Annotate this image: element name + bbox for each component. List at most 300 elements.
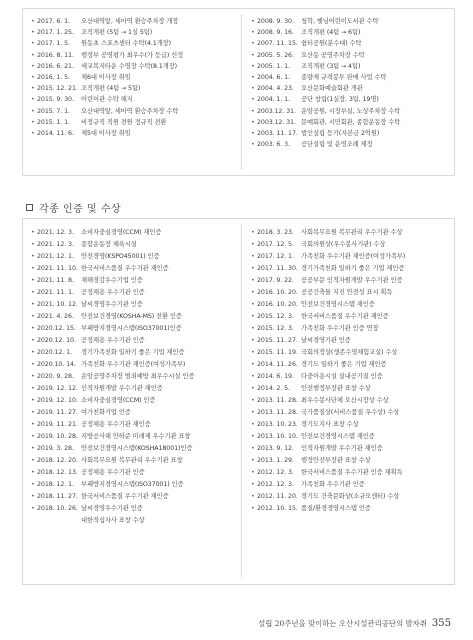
item-date: 2012. 11. 20. [257, 493, 298, 501]
bullet-icon: • [251, 277, 255, 285]
list-item [251, 335, 451, 347]
bullet-icon: • [251, 265, 255, 273]
bullet-icon: • [251, 96, 255, 104]
bullet-icon: • [31, 73, 35, 81]
list-item [251, 251, 451, 263]
list-item [251, 371, 451, 383]
list-item [31, 16, 237, 27]
list-item [251, 383, 451, 395]
item-text: 국회의원상(우수봉사기관) 수상 [301, 241, 386, 249]
bullet-icon: • [31, 289, 35, 297]
item-text: 부패방지경영시스템(ISO37001) 인증 [81, 481, 184, 489]
item-date: 2019. 12. 10. [37, 397, 78, 405]
bullet-icon: • [31, 229, 35, 236]
bullet-icon: • [31, 313, 35, 321]
item-text: 재해경감우수기업 인증 [81, 277, 143, 285]
bullet-icon: • [251, 107, 255, 115]
list-item [31, 503, 237, 515]
item-date: 2016. 10. 20. [257, 301, 298, 309]
list-item [31, 287, 237, 299]
item-date: 2018. 12. 1. [37, 481, 74, 489]
history-left-column [31, 16, 237, 139]
item-date: 2014. 2. 5. [257, 385, 290, 393]
bullet-icon: • [251, 141, 255, 149]
list-item [31, 27, 237, 38]
item-text: 종합운동장 체육시설 [81, 241, 137, 249]
bullet-icon: • [31, 397, 35, 405]
item-text: 조직개편 (4팀 → 6팀) [301, 29, 361, 37]
item-text: 대한적십자사 표창 수상 [81, 517, 145, 525]
list-item [251, 94, 451, 105]
bullet-icon: • [31, 129, 35, 137]
list-item [251, 263, 451, 275]
item-text: 어린이관 수탁 해지 [81, 96, 133, 104]
item-date: 2021. 10. 12. [37, 301, 78, 309]
list-item [31, 347, 237, 359]
item-text: 안전경영(KSPO45001) 인증 [81, 253, 160, 261]
list-item [251, 347, 451, 359]
item-date: 2014. 6. 19. [257, 373, 294, 381]
item-date: 2017. 1. 5. [37, 40, 70, 48]
section-heading [26, 200, 121, 215]
list-item [31, 128, 237, 139]
item-text: 가족친화 우수기관 재인증(여성가족부) [81, 361, 186, 369]
list-item [31, 515, 237, 527]
item-text: 날씨경영기관 인증 [301, 337, 351, 345]
item-date: 2020.10. 14. [37, 361, 76, 369]
item-text: 공정채용 우수기관 인증 [81, 289, 145, 297]
item-text: 가족친화 우수기관 인증 [301, 481, 365, 489]
bullet-icon: • [31, 421, 35, 429]
list-item [251, 311, 451, 323]
item-date: 2021. 11. 10. [37, 265, 78, 273]
bullet-icon: • [251, 505, 255, 513]
item-date: 2014. 11. 26. [257, 361, 298, 369]
item-date: 2013. 10. 23. [257, 421, 298, 429]
item-text: 한국서비스품질 우수기관 재인증 [81, 493, 169, 501]
item-text: 행정부 공영평가 최우수(가 등급) 선정 [81, 51, 184, 59]
item-text: 최우수봉사단체 오산시장상 수상 [301, 397, 389, 405]
item-text: 경기도 일하기 좋은 기업 재인증 [301, 361, 387, 369]
bullet-icon: • [31, 325, 35, 333]
item-text: 오산대역앞, 세마역 환승주차장 개장 [81, 18, 179, 25]
list-item [251, 50, 451, 61]
list-item [251, 16, 451, 27]
list-item [251, 503, 451, 515]
list-item [251, 419, 451, 431]
bullet-icon: • [31, 361, 35, 369]
item-text: 공단 창립(1실장, 3팀, 19명) [301, 96, 379, 104]
item-date: 2013. 10. 10. [257, 433, 298, 441]
list-item [251, 299, 451, 311]
awards-box [22, 218, 455, 585]
bullet-icon: • [251, 253, 255, 261]
item-date: 2017. 1. 25. [37, 29, 74, 37]
item-date: 2015. 11. 27. [257, 337, 298, 345]
square-bullet-icon [26, 204, 33, 211]
awards-left-column [31, 227, 237, 527]
bullet-icon: • [31, 253, 35, 261]
list-item [251, 359, 451, 371]
item-date: 2018. 12. 20. [37, 457, 78, 465]
item-date: 2015. 11. 19. [257, 349, 298, 357]
item-date: 2020. 9. 28. [37, 373, 74, 381]
item-text: 가족친화 우수기관 재인증(여성가족부) [301, 253, 406, 261]
item-text: 경기도지사 표창 수상 [301, 421, 359, 429]
item-date: 2021. 11. 8. [37, 277, 74, 285]
item-text: 소비자중심경영(CCM) 인증 [81, 397, 156, 405]
item-text: 날씨경영우수기관 인증 [81, 505, 143, 513]
bullet-icon: • [251, 325, 255, 333]
bullet-icon: • [251, 51, 255, 59]
item-text: 가족친화 우수기관 인증 연장 [301, 325, 379, 333]
list-item [251, 479, 451, 491]
bullet-icon: • [31, 241, 35, 249]
item-text: 제5대 이사장 취임 [81, 129, 131, 137]
bullet-icon: • [251, 29, 255, 37]
item-text: 세교복지타운 수영장 수탁(8.1개장) [81, 62, 178, 70]
list-item [31, 371, 237, 383]
item-date: 2012. 12. 3. [257, 469, 294, 477]
item-text: 공정채용 우수기관 인증 [81, 337, 145, 345]
bullet-icon: • [31, 373, 35, 381]
bullet-icon: • [31, 29, 35, 37]
item-date: 2012. 12. 3. [257, 481, 294, 489]
item-date: 2021. 12. 1. [37, 253, 74, 261]
bullet-icon: • [251, 73, 255, 81]
item-date: 2008. 9. 30. [257, 18, 294, 25]
item-date: 2015. 1. 1. [37, 118, 70, 126]
list-item [251, 455, 451, 467]
item-date: 2003.12. 31. [257, 107, 296, 115]
item-date: 2007. 11. 15. [257, 40, 298, 48]
bullet-icon: • [31, 51, 35, 59]
list-item [251, 431, 451, 443]
item-date: 2013. 11. 28. [257, 409, 298, 417]
item-text: 오산문화예술회관 개관 [301, 85, 363, 93]
list-item [31, 419, 237, 431]
bullet-icon: • [31, 96, 35, 104]
bullet-icon: • [31, 107, 35, 115]
item-text: 경기가족친화 일하기 좋은 기업 재인증 [81, 349, 185, 357]
list-item [251, 323, 451, 335]
bullet-icon: • [251, 481, 255, 489]
item-date: 2005. 5. 26. [257, 51, 294, 59]
bullet-icon: • [251, 469, 255, 477]
item-text: 조직개편 (5팀 → 1실 5팀) [81, 29, 153, 37]
item-date: 2013. 1. 29. [257, 457, 294, 465]
item-date [37, 515, 81, 527]
item-text: 조직개편 (3팀 → 4팀) [301, 62, 361, 70]
item-date: 2021. 4. 26. [37, 313, 74, 321]
item-text: 제6대 이사장 취임 [81, 73, 131, 81]
item-date: 2019. 12. 12. [37, 385, 78, 393]
bullet-icon: • [251, 289, 255, 297]
list-item [251, 117, 451, 128]
list-item [31, 431, 237, 443]
column-divider [241, 15, 242, 169]
list-item [31, 479, 237, 491]
history-box [22, 8, 455, 176]
list-item [251, 61, 451, 72]
item-text: 비정규직 직원 전원 정규직 전환 [81, 118, 167, 126]
bullet-icon: • [31, 62, 35, 70]
item-date: 2016. 10. 20. [257, 289, 298, 297]
bullet-icon: • [31, 18, 35, 25]
item-date: 2017. 12. 1. [257, 253, 294, 261]
list-item [251, 227, 451, 239]
history-right-column [251, 16, 451, 150]
list-item [31, 407, 237, 419]
bullet-icon: • [251, 493, 255, 501]
item-date: 2019. 11. 27. [37, 409, 78, 417]
item-text: 원동초 스포츠센터 수탁(4.1개장) [81, 40, 172, 48]
list-item [251, 128, 451, 139]
bullet-icon: • [251, 409, 255, 417]
bullet-icon: • [251, 241, 255, 249]
item-date: 2017. 11. 30. [257, 265, 298, 273]
list-item [251, 287, 451, 299]
item-date: 2017. 12. 5. [257, 241, 294, 249]
item-date: 2019. 11. 21. [37, 421, 78, 429]
bullet-icon: • [251, 62, 255, 70]
list-item [31, 263, 237, 275]
list-item [31, 38, 237, 49]
item-date: 2018. 12. 13. [37, 469, 78, 477]
bullet-icon: • [31, 469, 35, 477]
list-item [251, 38, 451, 49]
list-item [251, 106, 451, 117]
item-date: 2015. 12. 21. [37, 85, 78, 93]
bullet-icon: • [31, 445, 35, 453]
list-item [31, 455, 237, 467]
item-text: 공공부문 인적자원개발 우수기관 인증 [301, 277, 403, 285]
item-date: 2018. 11. 27. [37, 493, 78, 501]
bullet-icon: • [251, 349, 255, 357]
bullet-icon: • [31, 385, 35, 393]
item-text: 안전보건경영시스템 재인증 [301, 301, 375, 309]
list-item [31, 275, 237, 287]
item-date: 2020.12. 15. [37, 325, 76, 333]
item-text: 사회복무요원 복무관리 우수기관 수상 [301, 229, 403, 236]
list-item [31, 299, 237, 311]
item-date: 2004. 4. 23. [257, 85, 294, 93]
item-text: 안전보건경영시스템(KOSHA18001)인증 [81, 445, 193, 453]
bullet-icon: • [251, 40, 255, 48]
item-text: 경기가족친화 일하기 좋은 기업 재인증 [301, 265, 405, 273]
item-date: 2008. 9. 16. [257, 29, 294, 37]
item-date: 2020.12. 10. [37, 337, 76, 345]
list-item [31, 83, 237, 94]
item-date: 2018. 3. 23. [257, 229, 294, 236]
list-item [31, 94, 237, 105]
bullet-icon: • [251, 313, 255, 321]
item-date: 2015. 12. 3. [257, 313, 294, 321]
list-item [31, 359, 237, 371]
list-item [31, 443, 237, 455]
bullet-icon: • [251, 445, 255, 453]
item-text: 다중이용시설 실내공기질 인증 [301, 373, 383, 381]
bullet-icon: • [31, 457, 35, 465]
bullet-icon: • [31, 85, 35, 93]
bullet-icon: • [31, 505, 35, 513]
bullet-icon: • [31, 277, 35, 285]
item-date: 2021. 12. 3. [37, 229, 74, 236]
item-date: 2021. 11. 1. [37, 289, 74, 297]
item-date: 2018. 10. 26. [37, 505, 78, 513]
footer-text: 설립 20주년을 맞이하는 오산시설관리공단의 발자취 [258, 619, 427, 628]
item-date: 2016. 1. 5. [37, 73, 70, 81]
item-date: 2005. 1. 1. [257, 62, 290, 70]
bullet-icon: • [251, 118, 255, 126]
item-date: 2012. 10. 15. [257, 505, 298, 513]
item-text: 종량제 규격봉투 판매 사업 수탁 [301, 73, 387, 81]
item-text: 공정채용 우수기관 재인증 [81, 421, 151, 429]
item-text: 부패방지경영시스템(ISO37001)인증 [81, 325, 182, 333]
list-item [31, 61, 237, 72]
bullet-icon: • [31, 265, 35, 273]
bullet-icon: • [251, 433, 255, 441]
item-date: 2019. 3. 28. [37, 445, 74, 453]
item-text: 한국서비스품질 우수기관 재인증 [301, 313, 389, 321]
item-text: 공정채용 우수기관 인증 [81, 469, 145, 477]
item-date: 2019. 10. 28. [37, 433, 78, 441]
list-item [31, 239, 237, 251]
list-item [31, 50, 237, 61]
list-item [251, 239, 451, 251]
bullet-icon: • [251, 385, 255, 393]
item-date: 2004. 1. 1. [257, 96, 290, 104]
item-date: 2016. 6. 21. [37, 62, 74, 70]
item-date: 2021. 12. 3. [37, 241, 74, 249]
list-item [251, 72, 451, 83]
item-text: 여가친화기업 인증 [81, 409, 131, 417]
item-text: 한국서비스품질 우수기관 재인증 [81, 265, 169, 273]
list-item [31, 335, 237, 347]
list-item [251, 275, 451, 287]
item-text: 지방공사채 안하준 미래재 우수기관 표창 [81, 433, 191, 441]
item-text: 운암공영주차장 범죄예방 최우수시설 인증 [81, 373, 195, 381]
bullet-icon: • [251, 85, 255, 93]
item-date: 2017. 9. 22. [257, 277, 294, 285]
list-item [251, 83, 451, 94]
section-title: 각종 인증 및 수상 [39, 204, 122, 215]
bullet-icon: • [31, 433, 35, 441]
list-item [31, 383, 237, 395]
bullet-icon: • [251, 457, 255, 465]
item-text: 날씨경영우수기관 인증 [81, 301, 143, 309]
item-date: 2003.12. 31. [257, 118, 296, 126]
bullet-icon: • [251, 397, 255, 405]
item-text: 인적자원개발 우수기관 재인증 [81, 385, 163, 393]
awards-right-column [251, 227, 451, 515]
bullet-icon: • [251, 18, 255, 25]
item-text: 국회의정상(생존수영체험교실) 수상 [301, 349, 398, 357]
item-date: 2015. 9. 30. [37, 96, 74, 104]
list-item [31, 117, 237, 128]
item-date: 2020.12. 1. [37, 349, 72, 357]
bullet-icon: • [251, 301, 255, 309]
list-item [31, 251, 237, 263]
bullet-icon: • [251, 229, 255, 236]
bullet-icon: • [31, 409, 35, 417]
item-date: 2017. 6. 1. [37, 18, 70, 25]
item-text: 경기도 건축문화상(소규모센터) 수상 [301, 493, 400, 501]
item-text: 안전행정부장관 표창 수상 [301, 385, 371, 393]
list-item [251, 139, 451, 150]
item-text: 품질/환경경영시스템 인증 [301, 505, 371, 513]
item-text: 공단설립 및 운영조례 제정 [301, 141, 373, 149]
bullet-icon: • [31, 337, 35, 345]
item-text: 안전보건경영시스템 재인증 [301, 433, 375, 441]
list-item [31, 467, 237, 479]
item-date: 2013. 11. 28. [257, 397, 298, 405]
item-text: 조직개편 (4팀 → 5팀) [81, 85, 141, 93]
item-date: 2015. 12. 3. [257, 325, 294, 333]
bullet-icon: • [251, 129, 255, 137]
item-date: 2015. 7. 1. [37, 107, 70, 115]
item-text: 오산동 공영주차장 수탁 [301, 51, 365, 59]
list-item [251, 407, 451, 419]
list-item [31, 311, 237, 323]
item-text: 청학, 햇님어린이도서관 수탁 [301, 18, 379, 25]
list-item [251, 27, 451, 38]
item-text: 안전보건경영(KOSHA-MS) 전환 인증 [81, 313, 182, 321]
item-text: 한국서비스품질 우수기관 인증 재획득 [301, 469, 403, 477]
list-item [31, 72, 237, 83]
item-date: 2013. 9. 12. [257, 445, 294, 453]
item-text: 오산대역앞, 세마역 환승주차장 수탁 [81, 107, 179, 115]
bullet-icon: • [31, 481, 35, 489]
page-footer [258, 618, 451, 629]
item-date: 2004. 6. 1. [257, 73, 290, 81]
item-text: 인적자원개발 우수기관 재인증 [301, 445, 383, 453]
list-item [31, 323, 237, 335]
item-text: 법인설립 등기(자본금 2억원) [301, 129, 380, 137]
item-text: 문예회관, 시민회관, 종합운동장 수탁 [301, 118, 401, 126]
item-date: 2003. 6. 3. [257, 141, 290, 149]
item-text: 사회복무요원 복무관리 우수기관 표창 [81, 457, 183, 465]
list-item [31, 395, 237, 407]
bullet-icon: • [251, 421, 255, 429]
item-date: 2003. 11. 17. [257, 129, 298, 137]
list-item [31, 227, 237, 239]
column-divider [241, 225, 242, 578]
bullet-icon: • [31, 349, 35, 357]
item-text: 운암공원, 시장부설, 노상주차장 수탁 [301, 107, 401, 115]
bullet-icon: • [31, 118, 35, 126]
list-item [31, 106, 237, 117]
item-text: 행정안전부장관 표창 수상 [301, 457, 371, 465]
list-item [251, 467, 451, 479]
item-date: 2016. 8. 11. [37, 51, 74, 59]
item-text: 소비자중심경영(CCM) 재인증 [81, 229, 162, 236]
list-item [251, 395, 451, 407]
bullet-icon: • [251, 337, 255, 345]
list-item [251, 491, 451, 503]
bullet-icon: • [31, 493, 35, 501]
page-number: 355 [431, 618, 451, 629]
item-text: 쉼터공원(분수대) 수탁 [301, 40, 362, 48]
list-item [251, 443, 451, 455]
bullet-icon: • [31, 40, 35, 48]
bullet-icon: • [31, 301, 35, 309]
bullet-icon: • [251, 373, 255, 381]
item-text: 공공건축물 지진 안전성 표시 획득 [301, 289, 393, 297]
item-date: 2014. 11. 6. [37, 129, 74, 137]
list-item [31, 491, 237, 503]
item-text: 국가품질상(서비스품질 우수상) 수상 [301, 409, 400, 417]
